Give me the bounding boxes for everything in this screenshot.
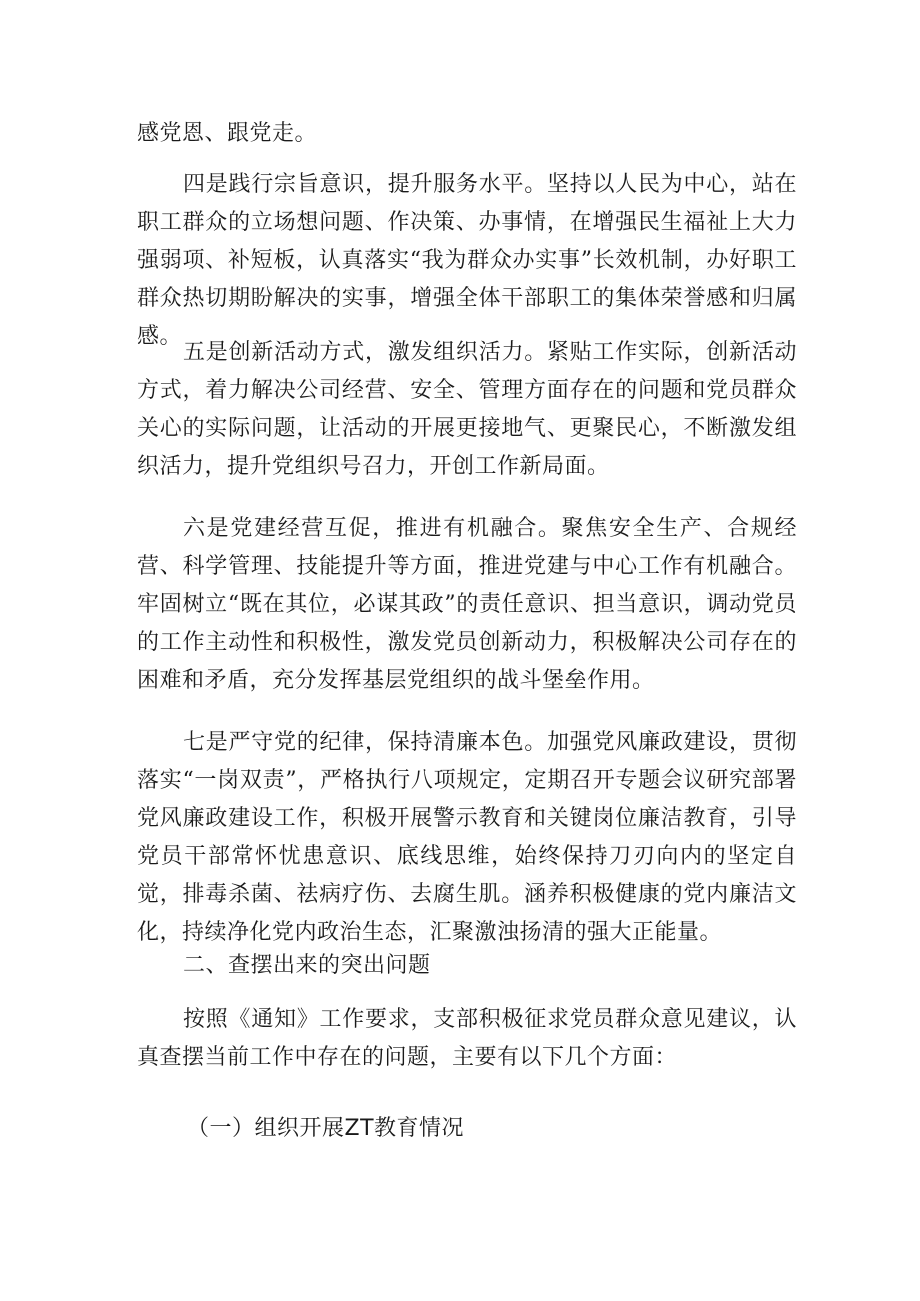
paragraph-five-innovation: 五是创新活动方式，激发组织活力。紧贴工作实际，创新活动方式，着力解决公司经营、安全、管理方面存在的问题和党员群众关心的实际问题，让活动的开展更接地气、更聚民心，不断激发组织活力，提升党组织号召力，开创工作新局面。	[137, 340, 797, 479]
section-heading: 二、查摆出来的突出问题	[183, 953, 431, 978]
paragraph-seven-discipline: 七是严守党的纪律，保持清廉本色。加强党风廉政建设，贯彻落实“一岗双责”，严格执行八项规定，定期召开专题会议研究部署党风廉政建设工作，积极开展警示教育和关键岗位廉洁教育，引导党员干部常怀忧患意识、底线思维，始终保持刀刃向内的坚定自觉，排毒杀菌、祛病疗伤、去腐生肌。涵养积极健康的党内廉洁文化，持续净化党内政治生态，汇聚激浊扬清的强大正能量。	[137, 730, 797, 945]
continuation-line: 感党恩、跟党走。	[137, 121, 318, 146]
subsection-heading	[187, 1110, 847, 1148]
section-intro-paragraph: 按照《通知》工作要求，支部积极征求党员群众意见建议，认真查摆当前工作中存在的问题，主要有以下几个方面：	[137, 1007, 797, 1070]
subsection-heading-latin: ZT	[344, 1116, 375, 1141]
paragraph-six-integration: 六是党建经营互促，推进有机融合。聚焦安全生产、合规经营、科学管理、技能提升等方面，推进党建与中心工作有机融合。牢固树立“既在其位，必谋其政”的责任意识、担当意识，调动党员的工作主动性和积极性，激发党员创新动力，积极解决公司存在的困难和矛盾，充分发挥基层党组织的战斗堡垒作用。	[137, 516, 797, 693]
subsection-heading-suffix: 教育情况	[374, 1116, 465, 1141]
subsection-heading-prefix: （一）组织开展	[187, 1116, 345, 1141]
paragraph-four-service: 四是践行宗旨意识，提升服务水平。坚持以人民为中心，站在职工群众的立场想问题、作决策、办事情，在增强民生福祉上大力强弱项、补短板，认真落实“我为群众办实事”长效机制，办好职工群众热切期盼解决的实事，增强全体干部职工的集体荣誉感和归属感。	[137, 172, 797, 349]
